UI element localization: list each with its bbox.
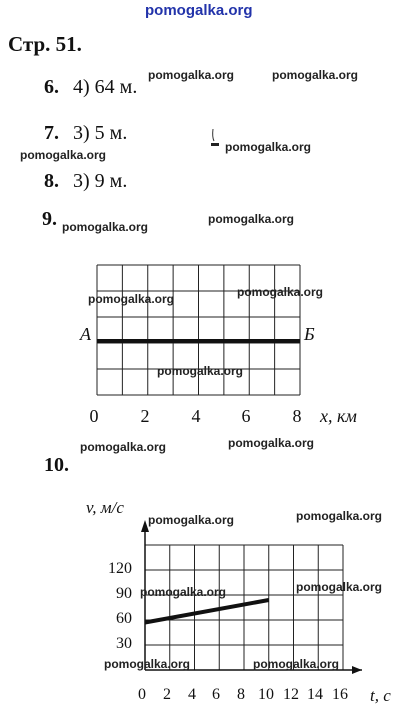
x-tick-label: 6 (241, 406, 251, 426)
x-tick-label: 0 (138, 686, 146, 703)
y-tick-label: 120 (108, 560, 132, 577)
point-label-a: А (80, 324, 91, 344)
answer-number: 9. (42, 208, 57, 230)
watermark: pomogalka.org (20, 148, 107, 162)
answer-text: 3) 5 м. (73, 122, 128, 144)
x-tick-label: 6 (212, 686, 220, 703)
watermark: pomogalka.org (104, 657, 191, 671)
watermark: pomogalka.org (237, 285, 324, 299)
watermark: pomogalka.org (140, 585, 227, 599)
watermark: pomogalka.org (148, 68, 235, 82)
x-tick-label: 2 (140, 406, 150, 426)
answer-number: 7. (44, 122, 59, 144)
y-tick-label: 30 (116, 635, 132, 652)
x-axis-arrow (352, 666, 362, 674)
watermark: pomogalka.org (88, 292, 175, 306)
x-tick-label: 4 (191, 406, 201, 426)
x-tick-label: 0 (89, 406, 99, 426)
y-tick-label: 60 (116, 610, 132, 627)
answer-text: 3) 9 м. (73, 170, 128, 192)
answer-number: 10. (44, 454, 69, 476)
x-tick-label: 8 (292, 406, 302, 426)
watermark: pomogalka.org (157, 364, 244, 378)
watermark: pomogalka.org (296, 580, 383, 594)
watermark: pomogalka.org (272, 68, 359, 82)
x-tick-label: 4 (188, 686, 196, 703)
point-label-b: Б (304, 324, 315, 344)
watermark: pomogalka.org (253, 657, 340, 671)
x-tick-label: 16 (332, 686, 348, 703)
watermark-top: pomogalka.org (145, 2, 253, 19)
watermark: pomogalka.org (208, 212, 295, 226)
watermark: pomogalka.org (296, 509, 383, 523)
watermark: pomogalka.org (62, 220, 149, 234)
answer-number: 8. (44, 170, 59, 192)
velocity-line (145, 600, 269, 623)
chart-9-xlabel: x, км (320, 406, 357, 426)
x-tick-label: 14 (307, 686, 323, 703)
watermark: pomogalka.org (228, 436, 315, 450)
watermark: pomogalka.org (80, 440, 167, 454)
chart-10-xlabel: t, с (370, 686, 391, 705)
x-tick-label: 8 (237, 686, 245, 703)
x-tick-label: 12 (283, 686, 299, 703)
chart-10-ylabel: v, м/с (86, 498, 124, 517)
x-tick-label: 10 (258, 686, 274, 703)
answer-text: 4) 64 м. (73, 76, 138, 98)
x-tick-label: 2 (163, 686, 171, 703)
answer-number: 6. (44, 76, 59, 98)
y-tick-label: 90 (116, 585, 132, 602)
page-header: Стр. 51. (8, 32, 82, 56)
watermark: pomogalka.org (225, 140, 312, 154)
watermark: pomogalka.org (148, 513, 235, 527)
